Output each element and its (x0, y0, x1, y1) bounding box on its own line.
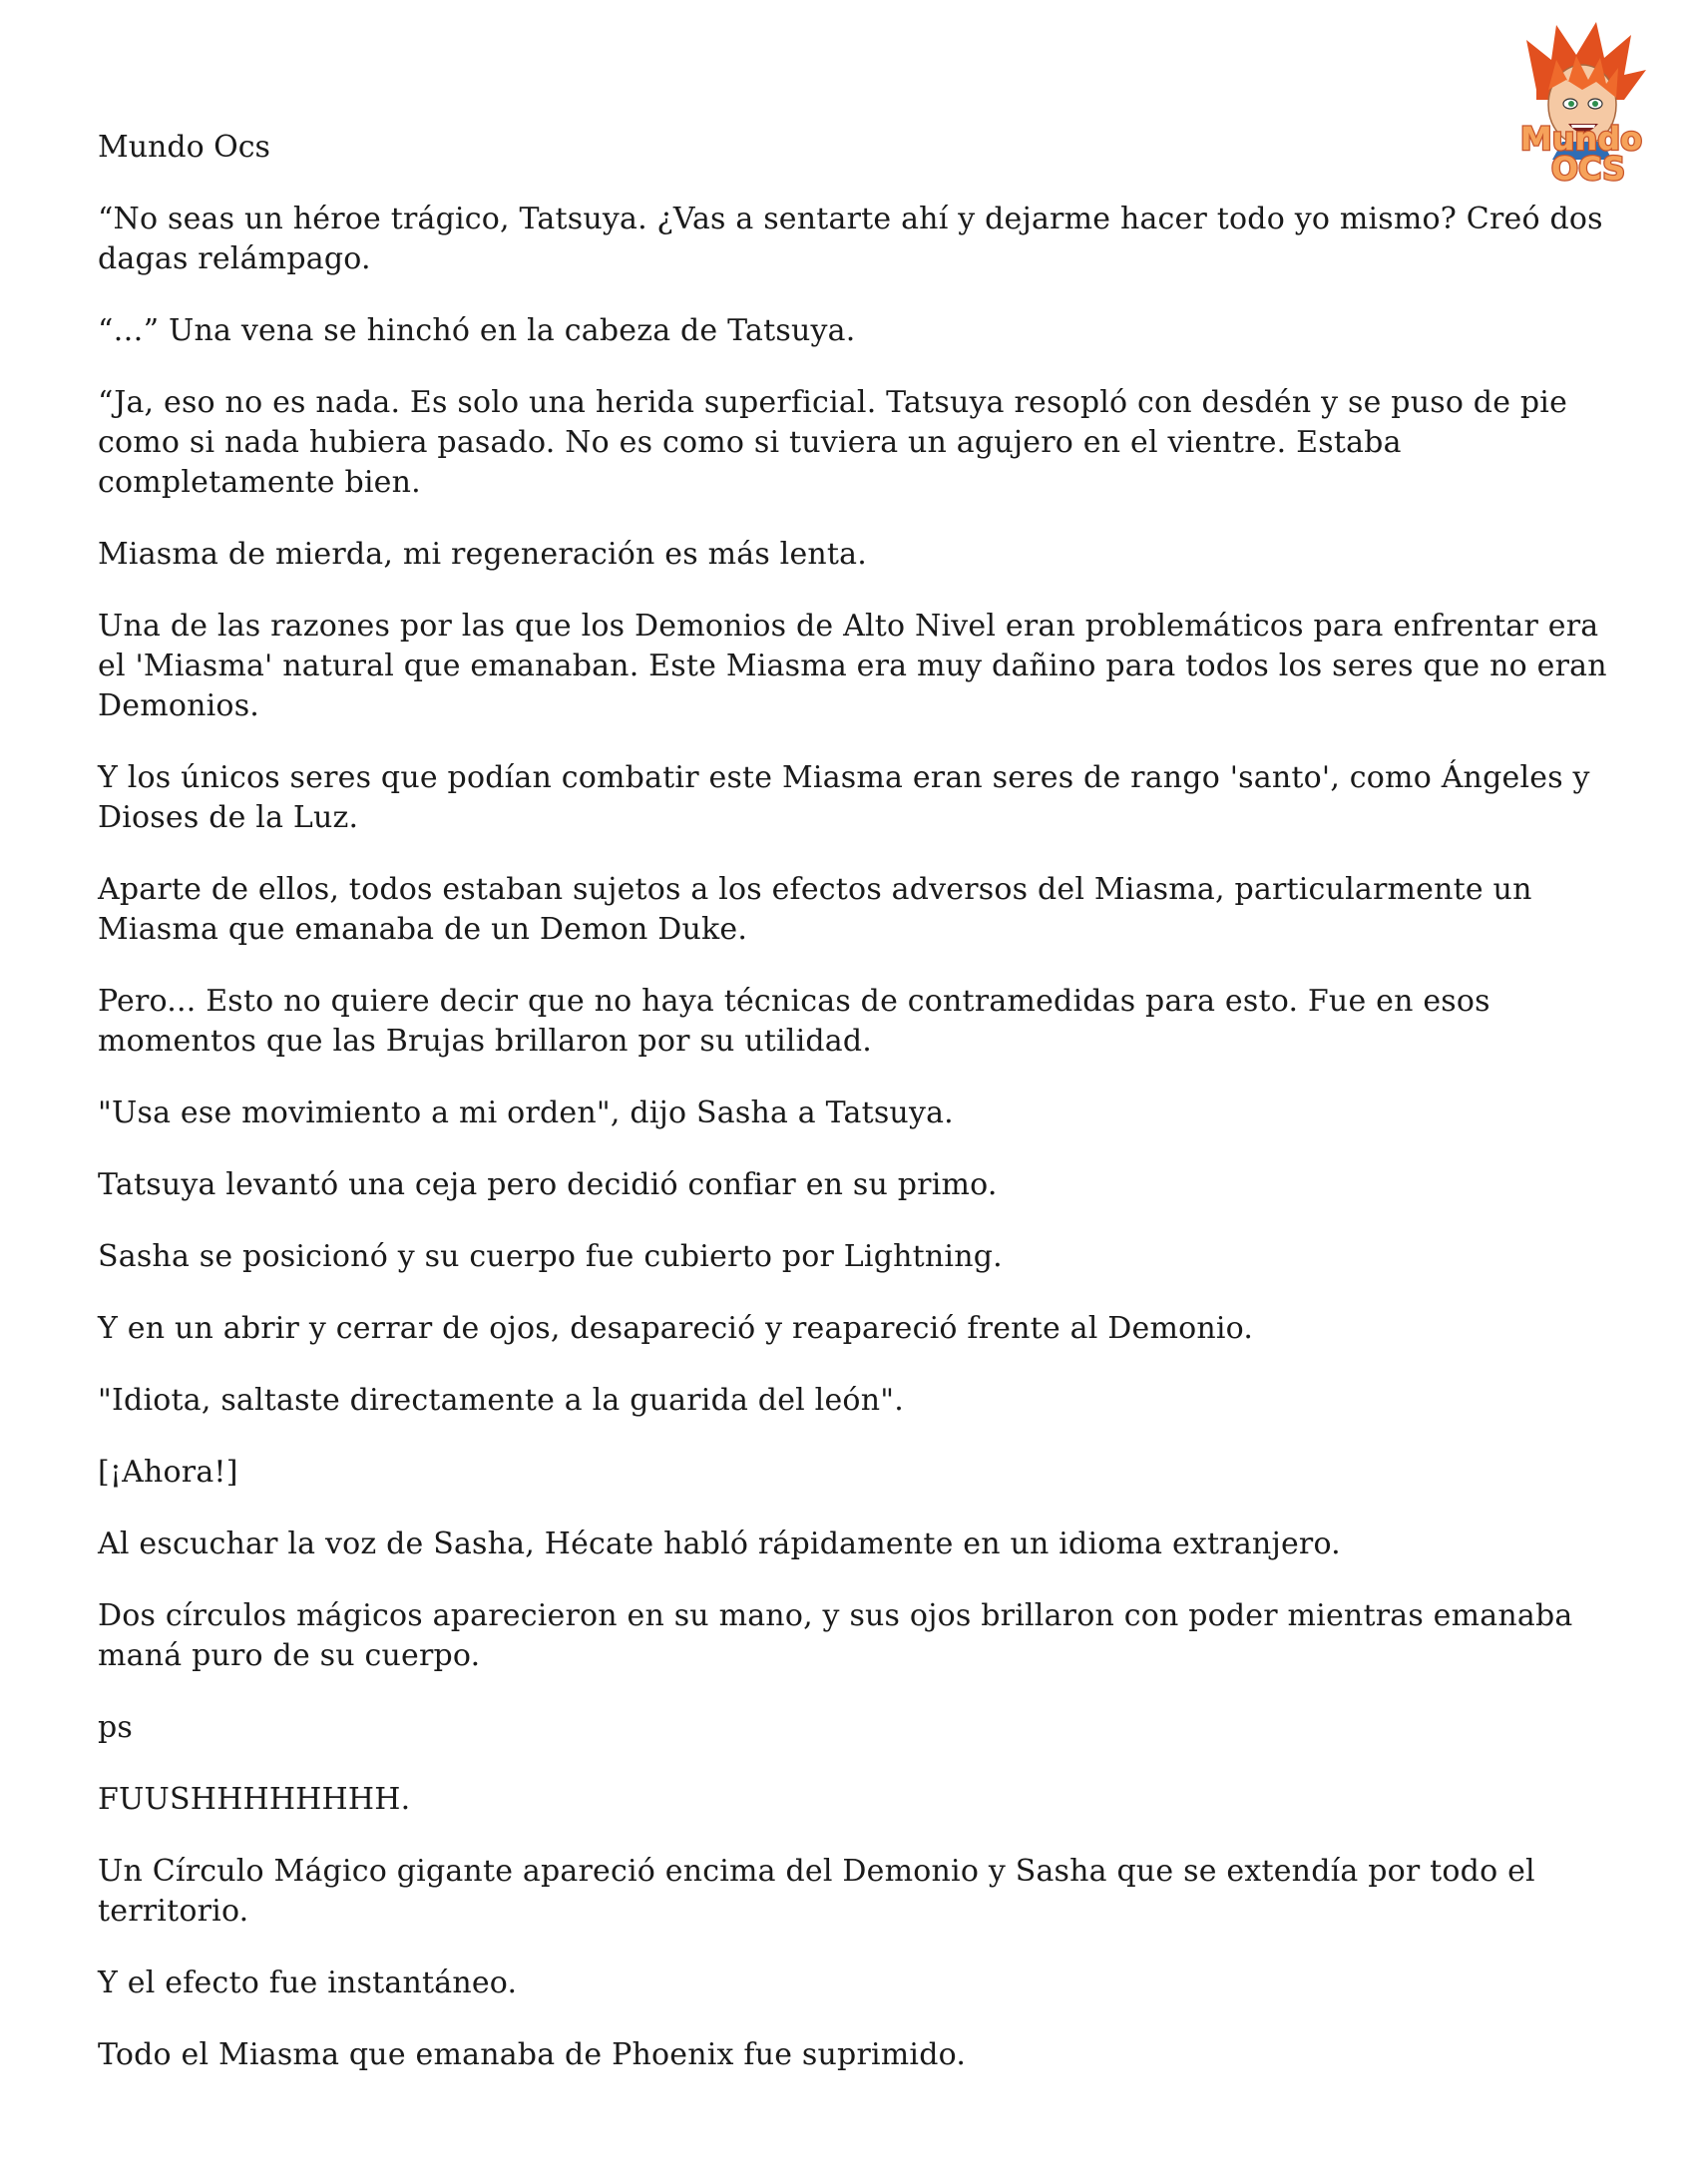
paragraph: Al escuchar la voz de Sasha, Hécate habló rápidamente en un idioma extranjero. (98, 1527, 1341, 1561)
logo-word-ocs: OCS (1550, 150, 1626, 188)
document-body (98, 128, 1634, 2107)
paragraph: “…” Una vena se hinchó en la cabeza de Tatsuya. (98, 313, 856, 348)
paragraph: Un Círculo Mágico gigante apareció encima del Demonio y Sasha que se extendía por todo el territorio. (98, 1854, 1535, 1929)
logo-word-mundo: Mundo (1519, 120, 1643, 158)
paragraph: Y el efecto fue instantáneo. (98, 1966, 518, 2000)
paragraph: [¡Ahora!] (98, 1455, 238, 1490)
paragraph: Pero... Esto no quiere decir que no haya técnicas de contramedidas para esto. Fue en esos momentos que las Brujas brillaron por su utilidad. (98, 984, 1490, 1059)
paragraph: Miasma de mierda, mi regeneración es más lenta. (98, 537, 868, 572)
paragraph: "Usa ese movimiento a mi orden", dijo Sasha a Tatsuya. (98, 1095, 954, 1130)
paragraph: Dos círculos mágicos aparecieron en su mano, y sus ojos brillaron con poder mientras emanaba maná puro de su cuerpo. (98, 1598, 1573, 1673)
paragraph: ps (98, 1710, 133, 1745)
paragraph: “Ja, eso no es nada. Es solo una herida superficial. Tatsuya resopló con desdén y se puso de pie como si nada hubiera pasado. No es como si tuviera un agujero en el vientre. Estaba completamente bien. (98, 385, 1568, 500)
paragraph: Tatsuya levantó una ceja pero decidió confiar en su primo. (98, 1167, 998, 1202)
paragraph: Sasha se posicionó y su cuerpo fue cubierto por Lightning. (98, 1239, 1003, 1274)
paragraph: Y los únicos seres que podían combatir este Miasma eran seres de rango 'santo', como Ángeles y Dioses de la Luz. (98, 760, 1590, 835)
paragraph: FUUSHHHHHHHH. (98, 1782, 411, 1817)
paragraph: Una de las razones por las que los Demonios de Alto Nivel eran problemáticos para enfrentar era el 'Miasma' natural que emanaban. Este Miasma era muy dañino para todos los seres que no eran Demonios. (98, 609, 1607, 723)
paragraph: "Idiota, saltaste directamente a la guarida del león". (98, 1383, 904, 1418)
paragraph: Todo el Miasma que emanaba de Phoenix fue suprimido. (98, 2037, 967, 2072)
page-title: Mundo Ocs (98, 130, 270, 165)
paragraph: Y en un abrir y cerrar de ojos, desapareció y reapareció frente al Demonio. (98, 1311, 1254, 1346)
paragraph: Aparte de ellos, todos estaban sujetos a los efectos adversos del Miasma, particularmente un Miasma que emanaba de un Demon Duke. (98, 872, 1532, 947)
paragraph: “No seas un héroe trágico, Tatsuya. ¿Vas a sentarte ahí y dejarme hacer todo yo mismo? Creó dos dagas relámpago. (98, 202, 1603, 276)
